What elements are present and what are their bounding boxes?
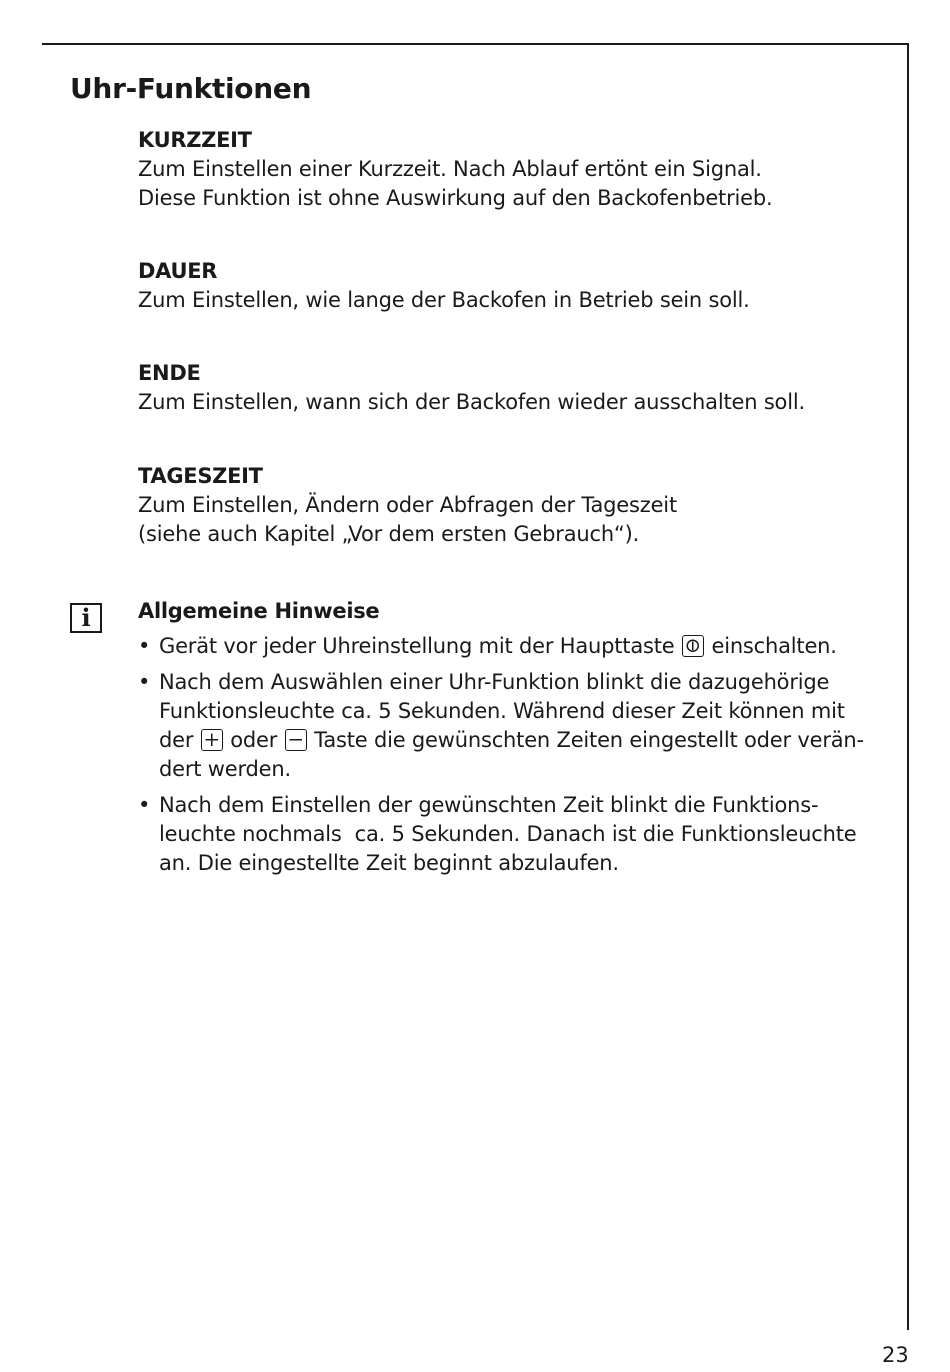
section-heading: TAGESZEIT [138, 464, 263, 488]
note-text: Taste die gewünschten Zeiten eingestellt oder verän- [314, 728, 864, 752]
section-text-line: Zum Einstellen, wie lange der Backofen in Betrieb sein soll. [138, 288, 750, 312]
plus-key-icon [201, 729, 223, 751]
note-text: der [159, 728, 194, 752]
section-kurzzeit [138, 125, 838, 213]
power-key-icon [682, 635, 704, 657]
right-rule [907, 43, 909, 1330]
note-text: Nach dem Auswählen einer Uhr-Funktion blinkt die dazugehörige [159, 670, 830, 694]
note-text: Nach dem Einstellen der gewünschten Zeit blinkt die Funktions- [159, 793, 819, 817]
section-heading: DAUER [138, 259, 218, 283]
info-icon-glyph: i [81, 603, 91, 632]
section-ende [138, 358, 838, 417]
info-icon [70, 603, 102, 633]
list-item [138, 791, 878, 878]
section-heading: ENDE [138, 361, 201, 385]
list-item [138, 632, 878, 661]
section-tageszeit [138, 461, 838, 549]
notes-list [138, 632, 878, 878]
section-text-line: (siehe auch Kapitel „Vor dem ersten Gebrauch“). [138, 522, 640, 546]
section-text-line: Zum Einstellen einer Kurzzeit. Nach Ablauf ertönt ein Signal. [138, 157, 762, 181]
general-notes [138, 596, 878, 885]
minus-key-icon [285, 729, 307, 751]
note-text: leuchte nochmals ca. 5 Sekunden. Danach ist die Funktionsleuchte [159, 822, 857, 846]
note-text: an. Die eingestellte Zeit beginnt abzulaufen. [159, 851, 619, 875]
section-text-line: Diese Funktion ist ohne Auswirkung auf den Backofenbetrieb. [138, 186, 773, 210]
note-text: dert werden. [159, 757, 291, 781]
section-dauer [138, 256, 838, 315]
note-text: oder [230, 728, 278, 752]
note-text: Gerät vor jeder Uhreinstellung mit der Haupttaste [159, 634, 675, 658]
section-heading: KURZZEIT [138, 128, 252, 152]
page-title: Uhr-Funktionen [70, 72, 312, 105]
note-text: Funktionsleuchte ca. 5 Sekunden. Während dieser Zeit können mit [159, 699, 845, 723]
section-text-line: Zum Einstellen, Ändern oder Abfragen der Tageszeit [138, 493, 677, 517]
note-text: einschalten. [711, 634, 837, 658]
notes-heading: Allgemeine Hinweise [138, 599, 380, 623]
page-number: 23 [882, 1343, 909, 1367]
top-rule [42, 43, 909, 45]
section-text-line: Zum Einstellen, wann sich der Backofen wieder ausschalten soll. [138, 390, 805, 414]
list-item [138, 668, 878, 784]
